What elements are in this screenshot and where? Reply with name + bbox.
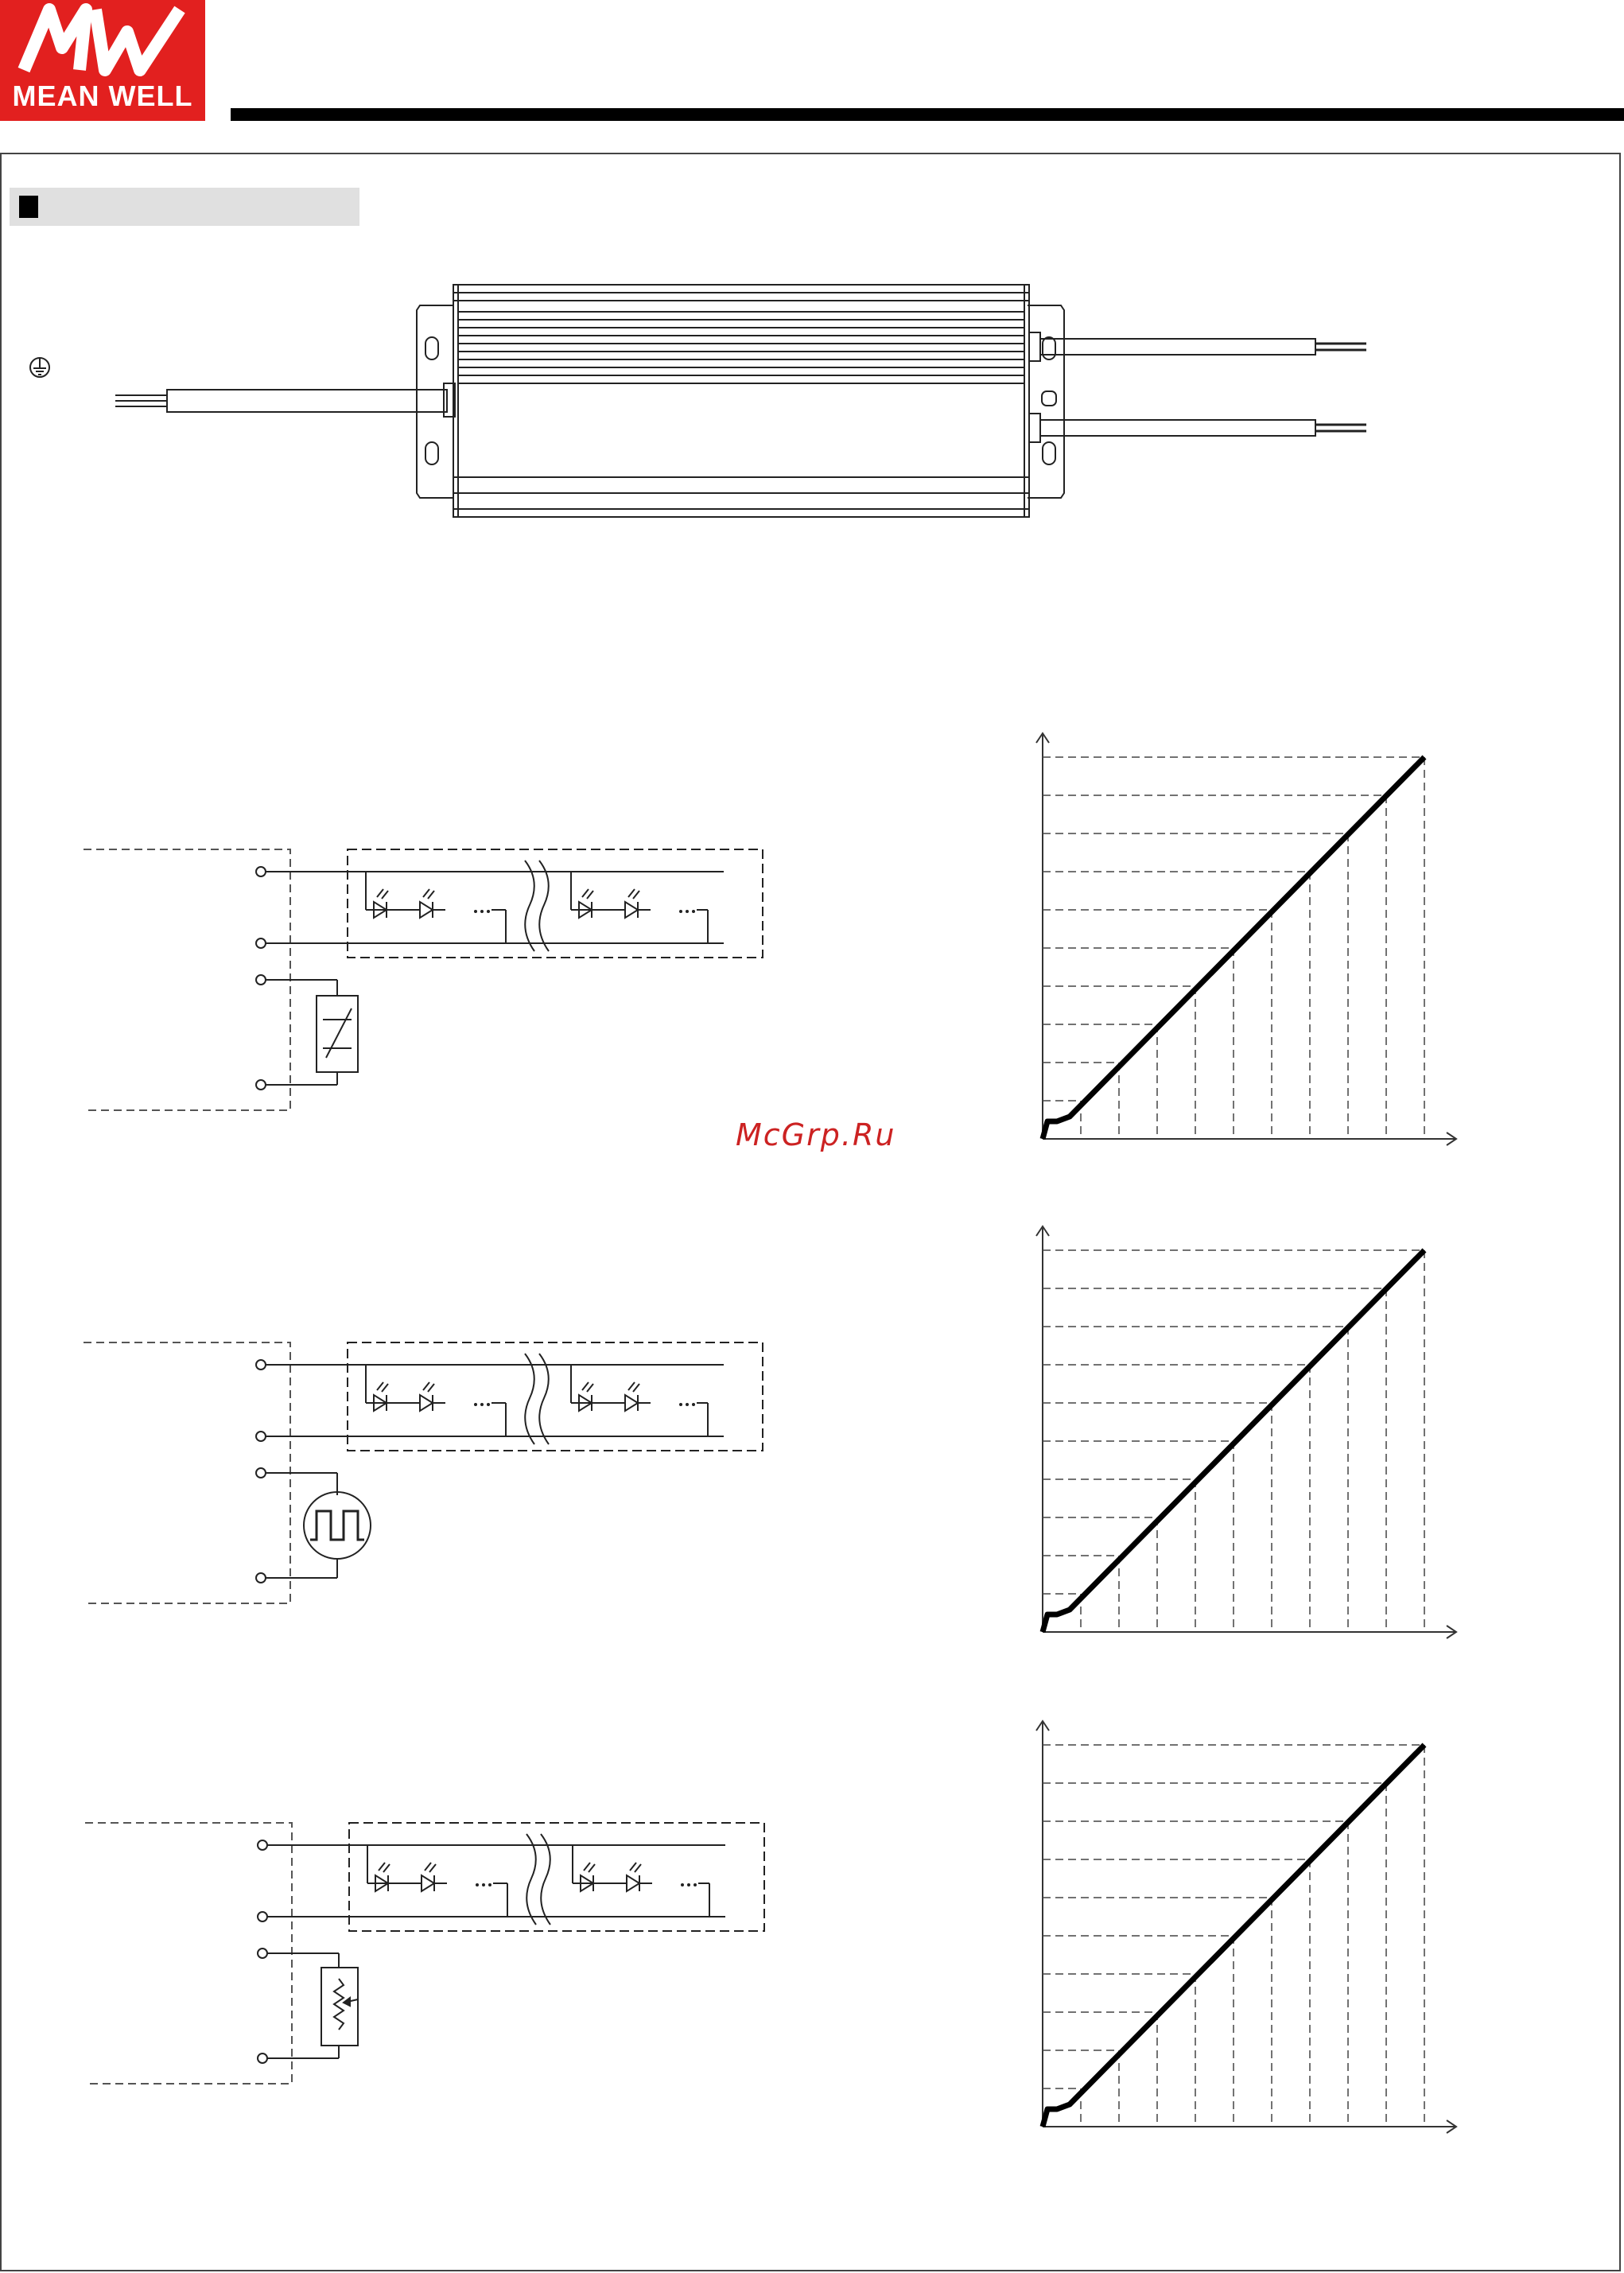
brand-name: MEAN WELL <box>12 80 193 112</box>
watermark: McGrp.Ru <box>736 1117 896 1152</box>
